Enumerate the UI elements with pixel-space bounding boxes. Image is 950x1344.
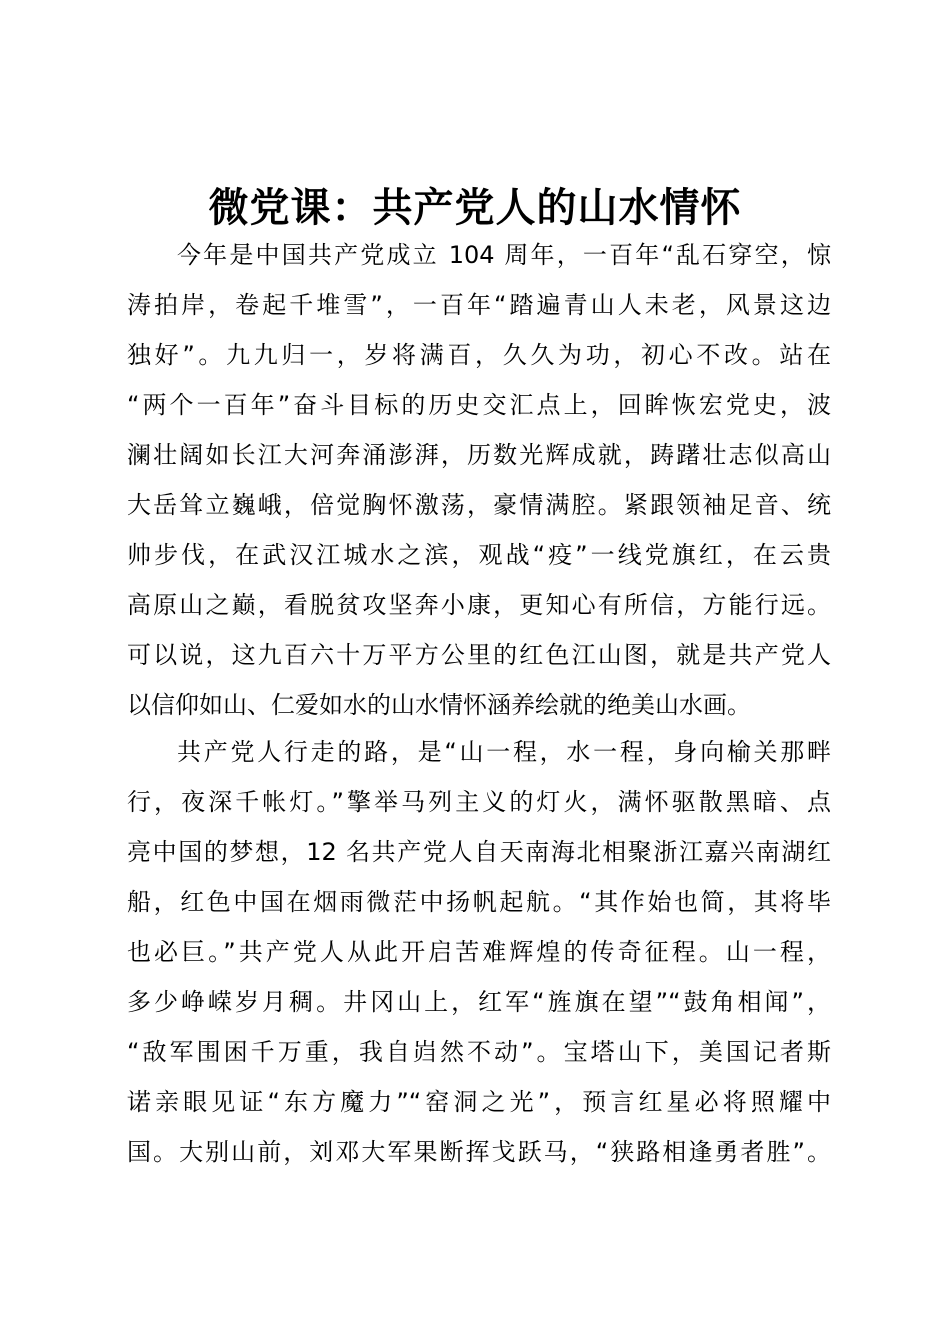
text-line: “两个一百年”奋斗目标的历史交汇点上，回眸恢宏党史，波 <box>127 391 831 419</box>
text-line: 可以说，这九百六十万平方公里的红色江山图，就是共产党人 <box>127 641 831 669</box>
text-line: 澜壮阔如长江大河奔涌澎湃，历数光辉成就，踌躇壮志似高山 <box>127 441 831 469</box>
document-title: 微党课：共产党人的山水情怀 <box>208 184 742 231</box>
document-body <box>127 230 831 1177</box>
text-line: 多少峥嵘岁月稠。井冈山上，红军“旌旗在望”“鼓角相闻”， <box>127 988 831 1016</box>
text-line: 亮中国的梦想，12 名共产党人自天南海北相聚浙江嘉兴南湖红 <box>127 838 831 866</box>
text-line: 船，红色中国在烟雨微茫中扬帆起航。“其作始也简，其将毕 <box>127 888 831 916</box>
text-line: 诺亲眼见证“东方魔力”“窑洞之光”，预言红星必将照耀中 <box>127 1088 831 1116</box>
text-line: 国。大别山前，刘邓大军果断挥戈跃马，“狭路相逢勇者胜”。 <box>127 1138 831 1166</box>
paragraph-1 <box>127 230 831 730</box>
text-line: 行，夜深千帐灯。”擎举马列主义的灯火，满怀驱散黑暗、点 <box>127 788 831 816</box>
text-line: 今年是中国共产党成立 104 周年，一百年“乱石穿空，惊 <box>177 241 831 269</box>
text-line: 帅步伐，在武汉江城水之滨，观战“疫”一线党旗红，在云贵 <box>127 541 831 569</box>
text-line: 涛拍岸，卷起千堆雪”，一百年“踏遍青山人未老，风景这边 <box>127 291 831 319</box>
text-line: 共产党人行走的路，是“山一程，水一程，身向榆关那畔 <box>177 738 831 766</box>
text-line: 也必巨。”共产党人从此开启苦难辉煌的传奇征程。山一程， <box>127 938 831 966</box>
text-line: “敌军围困千万重，我自岿然不动”。宝塔山下，美国记者斯 <box>127 1038 831 1066</box>
text-line: 独好”。九九归一，岁将满百，久久为功，初心不改。站在 <box>127 341 831 369</box>
text-line: 高原山之巅，看脱贫攻坚奔小康，更知心有所信，方能行远。 <box>127 591 831 619</box>
text-line: 大岳耸立巍峨，倍觉胸怀激荡，豪情满腔。紧跟领袖足音、统 <box>127 491 831 519</box>
text-line: 以信仰如山、仁爱如水的山水情怀涵养绘就的绝美山水画。 <box>127 691 751 719</box>
paragraph-2 <box>127 727 831 1177</box>
